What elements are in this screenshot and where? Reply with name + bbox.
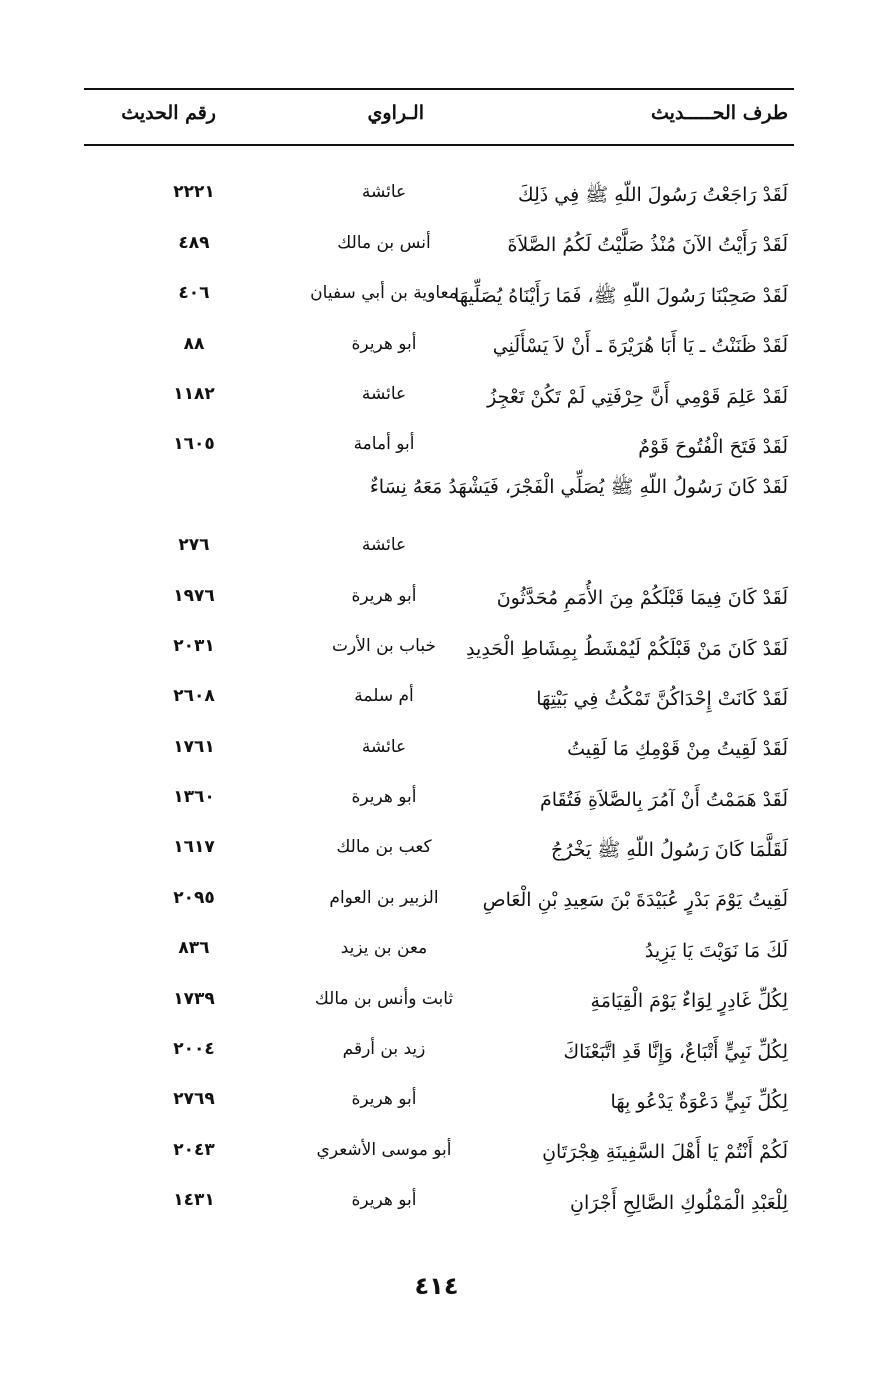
hadith-text: لَقَدْ فَتَحَ الْفُتُوحَ قَوْمٌ — [638, 435, 788, 458]
table-row — [84, 1067, 794, 1117]
hadith-number: ٨٣٦ — [178, 938, 210, 959]
hadith-text: لَقَدْ رَاجَعْتُ رَسُولَ اللّهِ ﷺ فِي ذَلِكَ — [517, 184, 788, 206]
narrator-name: أبو هريرة — [351, 787, 417, 808]
page-number: ٤١٤ — [414, 1272, 459, 1300]
hadith-number: ٢٦٠٨ — [173, 686, 215, 707]
hadith-text: لَقَدْ كَانَتْ إِحْدَاكُنَّ تَمْكُثُ فِي بَيْتِهَا — [536, 687, 788, 710]
hadith-number: ٢٧٦ — [178, 535, 210, 556]
narrator-name: الزبير بن العوام — [329, 887, 439, 908]
table-row — [84, 412, 794, 462]
hadith-text: لَكَ مَا نَوَيْتَ يَا يَزِيدُ — [644, 939, 788, 962]
narrator-name: ثابت وأنس بن مالك — [314, 988, 454, 1009]
narrator-name: عائشة — [361, 182, 407, 203]
hadith-number: ١٦٠٥ — [173, 434, 215, 455]
narrator-name: أبو هريرة — [351, 1089, 417, 1110]
narrator-name: أبو هريرة — [351, 585, 417, 606]
hadith-number: ١٦١٧ — [173, 837, 215, 858]
top-rule — [84, 88, 794, 90]
hadith-number: ٤٨٩ — [178, 232, 210, 253]
narrator-name: عائشة — [361, 383, 407, 404]
narrator-name: أبو هريرة — [351, 333, 417, 354]
narrator-name: عائشة — [361, 535, 407, 556]
hadith-text: لَقَدْ كَانَ رَسُولُ اللّهِ ﷺ يُصَلِّي الْفَجْرَ، فَيَشْهَدُ مَعَهُ نِسَاءٌ — [369, 476, 788, 499]
hadith-text: لَقَدْ صَحِبْنَا رَسُولَ اللّهِ ﷺ، فَمَا رَأَيْنَاهُ يُصَلِّيهَا — [453, 284, 788, 307]
hadith-number: ٢٧٦٩ — [173, 1089, 215, 1110]
hadith-text: لَقَدْ عَلِمَ قَوْمِي أَنَّ حِرْفَتِي لَمْ تَكُنْ تَعْجِزُ — [487, 385, 788, 408]
table-row — [84, 664, 794, 714]
hadith-number: ١٧٦١ — [173, 736, 215, 757]
hadith-number: ١٤٣١ — [173, 1190, 215, 1211]
table-row — [84, 362, 794, 412]
header-hadith-number: رقم الحديث — [121, 102, 216, 124]
hadith-number: ٢٠٣١ — [173, 635, 215, 656]
header-hadith-text: طرف الحـــــديث — [651, 102, 788, 124]
narrator-name: معن بن يزيد — [340, 938, 428, 959]
hadith-number: ١١٨٢ — [173, 383, 215, 404]
hadith-number: ١٣٦٠ — [173, 787, 215, 808]
hadith-text: لَكُمْ أَنْتُمْ يَا أَهْلَ السَّفِينَةِ هِجْرَتَانِ — [542, 1141, 788, 1164]
hadith-text: لَقَدْ كَانَ مَنْ قَبْلَكُمْ لَيُمْشَطُ بِمِشَاطِ الْحَدِيدِ — [466, 637, 788, 660]
table-row — [84, 160, 794, 210]
table-row — [84, 563, 794, 613]
table-row — [84, 261, 794, 311]
table-row — [84, 1017, 794, 1067]
narrator-name: عائشة — [361, 736, 407, 757]
table-row — [84, 714, 794, 764]
hadith-number: ١٩٧٦ — [173, 585, 215, 606]
table-row — [84, 815, 794, 865]
table-row — [84, 966, 794, 1016]
hadith-number: ٢٠٤٣ — [173, 1139, 215, 1160]
header-narrator: الـراوي — [367, 102, 424, 124]
hadith-text: لَقِيتُ يَوْمَ بَدْرٍ عُبَيْدَةَ بْنَ سَعِيدِ بْنِ الْعَاصِ — [482, 889, 788, 912]
hadith-text: لَقَدْ ظَنَنْتُ ـ يَا أَبَا هُرَيْرَةَ ـ أَنْ لاَ يَسْأَلَنِي — [492, 335, 788, 358]
hadith-text: لِلْعَبْدِ الْمَمْلُوكِ الصَّالِحِ أَجْرَانِ — [570, 1191, 788, 1214]
table-row — [84, 865, 794, 915]
narrator-name: خباب بن الأرت — [332, 635, 436, 656]
table-row — [84, 311, 794, 361]
hadith-text: لَقَلَّمَا كَانَ رَسُولُ اللّهِ ﷺ يَخْرُجُ — [551, 839, 788, 862]
hadith-text: لَقَدْ كَانَ فِيمَا قَبْلَكُمْ مِنَ الأُمَمِ مُحَدَّثُونَ — [496, 587, 788, 610]
header-rule — [84, 144, 794, 146]
hadith-number: ٢٠٩٥ — [173, 887, 215, 908]
hadith-text: لَقَدْ رَأَيْتُ الآنَ مُنْذُ صَلَّيْتُ لَكُمُ الصَّلاَةَ — [507, 234, 788, 257]
hadith-number: ١٧٣٩ — [173, 988, 215, 1009]
hadith-text: لِكُلِّ نَبِيٍّ دَعْوَةٌ يَدْعُو بِهَا — [610, 1091, 788, 1114]
table-row — [84, 614, 794, 664]
narrator-name: أبو هريرة — [351, 1190, 417, 1211]
table-row — [84, 1117, 794, 1167]
narrator-name: أبو أمامة — [353, 434, 415, 455]
hadith-number: ٨٨ — [183, 333, 205, 354]
hadith-number: ٢٠٠٤ — [173, 1039, 215, 1060]
narrator-name: كعب بن مالك — [336, 837, 432, 858]
table-row — [84, 1168, 794, 1218]
narrator-name: أبو موسى الأشعري — [316, 1139, 452, 1160]
hadith-text: لِكُلِّ نَبِيٍّ أَتْبَاعٌ، وَإِنَّا قَدِ اتَّبَعْنَاكَ — [563, 1040, 788, 1063]
narrator-name: معاوية بن أبي سفيان — [310, 283, 458, 304]
table-row — [84, 765, 794, 815]
table-row — [84, 462, 794, 563]
hadith-index-table — [84, 160, 794, 1218]
table-header — [84, 96, 794, 140]
narrator-name: زيد بن أرقم — [342, 1039, 426, 1060]
hadith-text: لَقَدْ لَقِيتُ مِنْ قَوْمِكِ مَا لَقِيتُ — [567, 738, 788, 761]
hadith-text: لَقَدْ هَمَمْتُ أَنْ آمُرَ بِالصَّلاَةِ فَتُقَامَ — [539, 788, 788, 811]
hadith-text: لِكُلِّ غَادِرٍ لِوَاءٌ يَوْمَ الْقِيَامَةِ — [590, 990, 788, 1013]
table-row — [84, 916, 794, 966]
hadith-number: ٤٠٦ — [178, 283, 210, 304]
narrator-name: أم سلمة — [354, 686, 414, 707]
narrator-name: أنس بن مالك — [337, 232, 431, 253]
hadith-number: ٢٢٢١ — [173, 182, 215, 203]
table-row — [84, 210, 794, 260]
